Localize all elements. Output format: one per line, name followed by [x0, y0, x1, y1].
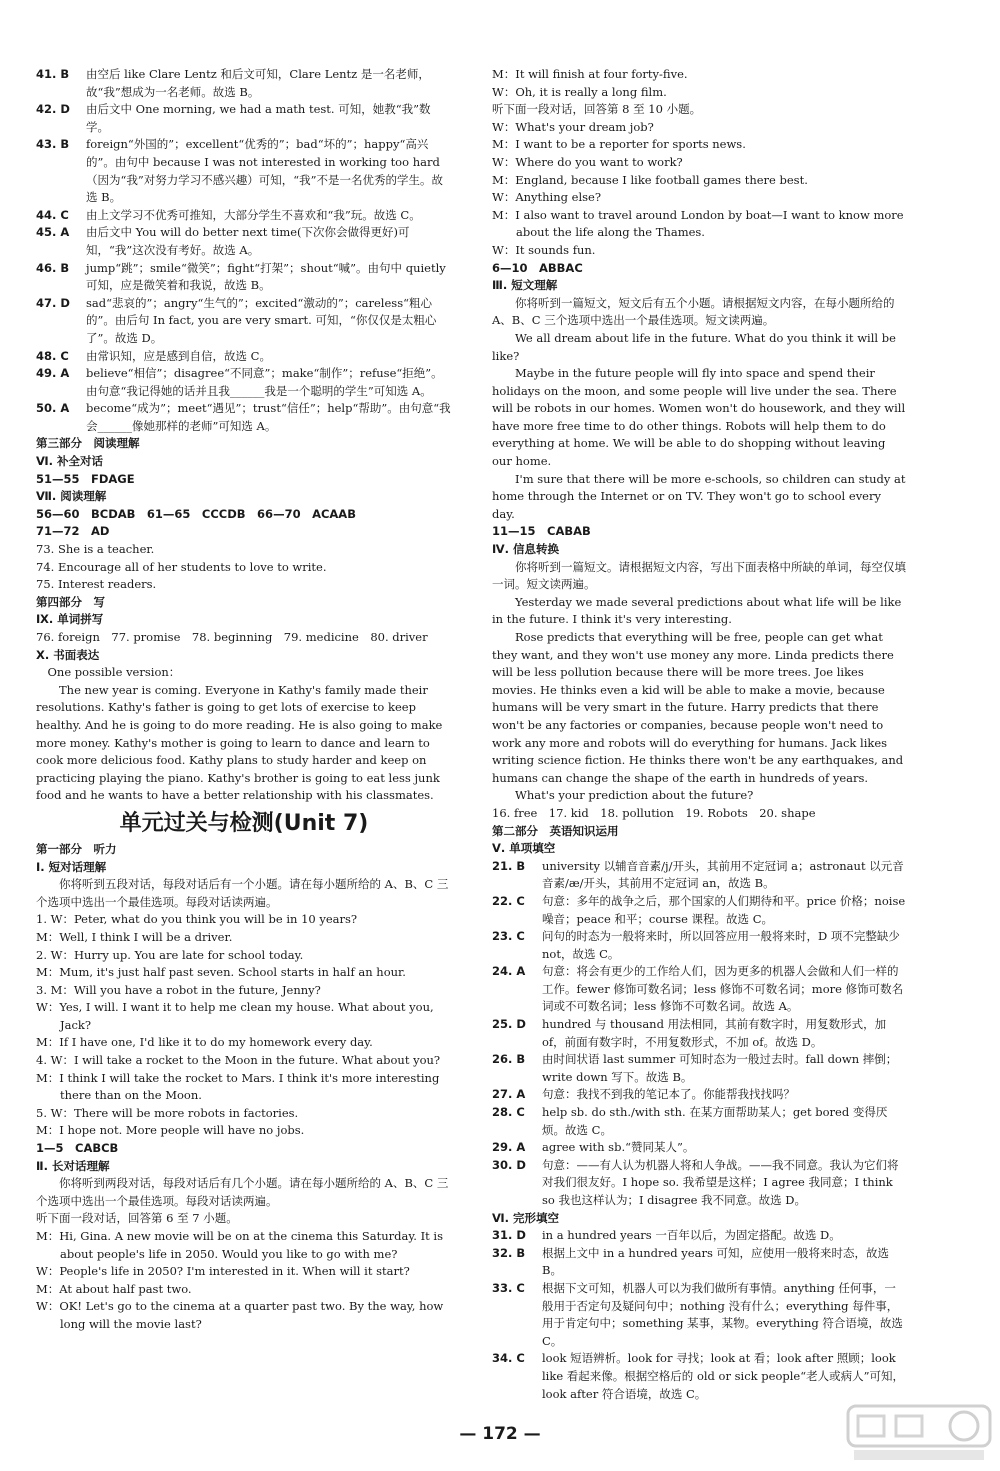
answer-number: 24. A	[492, 964, 526, 979]
answer-number: 49. A	[36, 366, 70, 381]
answer-explanation: become“成为”；meet“遇见”；trust“信任”；help“帮助”。由句意“我会______像她那样的老师”可知选 A。	[86, 401, 451, 433]
text-line: We all dream about life in the future. What do you think it will be like?	[492, 330, 896, 363]
text-line: M：I also want to travel around London by boat—I want to know more about the life along the Thames.	[492, 207, 904, 240]
answer-item	[36, 207, 452, 225]
key-76-80: 76. foreign 77. promise 78. beginning 79. medicine 80. driver	[36, 630, 428, 644]
answer-item	[492, 1086, 906, 1104]
answer-explanation: in a hundred years 一百年以后，为固定搭配。故选 D。	[542, 1228, 841, 1243]
text-line: 3. M：Will you have a robot in the future, Jenny?	[36, 982, 321, 997]
page-number: — 172 —	[459, 1424, 541, 1444]
answer-item	[36, 365, 452, 400]
section2-instructions: 你将听到两段对话，每段对话后有几个小题。请在每小题所给的 A、B、C 三个选项中选出一个最佳选项。每段对话读两遍。	[36, 1176, 449, 1208]
watermark-logo	[844, 1402, 994, 1464]
long-dialog-1-end	[492, 66, 906, 101]
answer-item	[492, 1051, 906, 1086]
right-column	[492, 66, 906, 1403]
answer-explanation: 由上文学习不优秀可推知，大部分学生不喜欢和“我”玩。故选 C。	[86, 207, 421, 222]
answer-number: 44. C	[36, 207, 69, 222]
key-56-70: 56—60 BCDAB 61—65 CCCDB 66—70 ACAAB	[36, 506, 356, 521]
answer-explanation: 由后文中 One morning, we had a math test. 可知，她教“我”数学。	[86, 102, 431, 134]
section6-heading: Ⅵ. 补全对话	[36, 454, 104, 469]
section1-instructions: 你将听到五段对话，每段对话后有一个小题。请在每小题所给的 A、B、C 三个选项中选出一个最佳选项。每段对话读两遍。	[36, 877, 449, 909]
text-line: M：I think I will take the rocket to Mars. I think it's more interesting there than on the Moon.	[36, 1070, 440, 1103]
text-line: Maybe in the future people will fly into space and spend their holidays on the moon, and some people will live under the sea. There will be robots in our homes. Women won't do housework, and they will have more free time to do other things. Robots will help them to do everything at home. We will be able to do shopping without leaving our home.	[492, 366, 906, 469]
answer-item	[36, 348, 452, 366]
text-line: M：If I have one, I'd like it to do my homework every day.	[36, 1035, 373, 1050]
text-line: M：Mum, it's just half past seven. School starts in half an hour.	[36, 965, 406, 980]
answer-number: 47. D	[36, 295, 70, 310]
key-11-15: 11—15 CABAB	[492, 524, 591, 539]
text-line: Rose predicts that everything will be free, people can get what they want, and they won't use money any more. Linda predicts there will be less pollution because there will be more trees. Joe likes movies. He thinks even a kid will be able to make a movie, because humans will be very smart in the future. Harry predicts that there won't be any factories or companies, because people won't need to work any more and robots will do everything for humans. Jack likes writing science fiction. He thinks there won't be any earthquakes, and humans can change the shape of the earth in hundreds of years.	[492, 630, 904, 785]
text-line: W：Where do you want to work?	[492, 154, 683, 169]
text-line: 4. W：I will take a rocket to the Moon in the future. What about you?	[36, 1053, 441, 1068]
answer-item	[36, 136, 452, 206]
answer-number: 32. B	[492, 1245, 526, 1260]
text-line: Yesterday we made several predictions about what life will be like in the future. I think it's very interesting.	[492, 594, 902, 627]
text-line: I'm sure that there will be more e-schools, so children can study at home through the Internet or on TV. They won't go to school every day.	[492, 471, 906, 521]
section7-heading: Ⅶ. 阅读理解	[36, 489, 107, 504]
answer-item	[36, 400, 452, 435]
answer-73: 73. She is a teacher.	[36, 542, 155, 557]
answer-75: 75. Interest readers.	[36, 577, 157, 592]
answer-explanation: 由空后 like Clare Lentz 和后文可知，Clare Lentz 是一名老师，故“我”想成为一名老师。故选 B。	[86, 67, 430, 99]
answer-number: 33. C	[492, 1280, 525, 1295]
answers-31-34	[492, 1227, 906, 1403]
answer-number: 43. B	[36, 137, 70, 152]
answer-number: 29. A	[492, 1140, 526, 1155]
answer-explanation: 根据下文可知，机器人可以为我们做所有事情。anything 任何事，一般用于否定句及疑问句中；nothing 没有什么；everything 每件事，用于肯定句中；something 某事，某物。everything 符合语境，故选 C。	[542, 1280, 903, 1348]
answer-item	[492, 1016, 906, 1051]
part2-heading: 第二部分 英语知识运用	[492, 823, 619, 838]
text-line: 1. W：Peter, what do you think you will be in 10 years?	[36, 912, 358, 927]
text-line: M：At about half past two.	[36, 1281, 192, 1296]
answer-number: 45. A	[36, 225, 70, 240]
answer-explanation: 由常识知，应是感到自信，故选 C。	[86, 348, 271, 363]
text-line: 2. W：Hurry up. You are late for school today.	[36, 947, 304, 962]
answer-item	[36, 101, 452, 136]
answer-item	[492, 963, 906, 1016]
answer-explanation: 由后文中 You will do better next time(下次你会做得更好)可知，“我”这次没有考好。故选 A。	[86, 225, 410, 257]
answer-74: 74. Encourage all of her students to love to write.	[36, 559, 327, 574]
answer-item	[492, 1227, 906, 1245]
short-dialogs	[36, 911, 452, 1140]
key-71-72: 71—72 AD	[36, 524, 110, 539]
section3-instructions: 你将听到一篇短文，短文后有五个小题。请根据短文内容，在每小题所给的 A、B、C 三个选项中选出一个最佳选项。短文读两遍。	[492, 295, 895, 328]
key-6-10: 6—10 ABBAC	[492, 260, 583, 275]
text-line: 5. W：There will be more robots in factories.	[36, 1105, 299, 1120]
answer-number: 34. C	[492, 1351, 525, 1366]
answer-explanation: 句意：——有人认为机器人将和人争战。——我不同意。我认为它们将对我们很友好。I hope so. 我希望是这样；I agree 我同意；I think so 我也这样认为；I disagree 我不同意。故选 D。	[542, 1157, 899, 1207]
text-line: W：People's life in 2050? I'm interested in it. When will it start?	[36, 1264, 410, 1279]
text-line: W：OK! Let's go to the cinema at a quarter past two. By the way, how long will the movie last?	[36, 1299, 444, 1331]
text-line: M：I hope not. More people will have no jobs.	[36, 1123, 305, 1138]
answer-explanation: hundred 与 thousand 用法相同，其前有数字时，用复数形式，加 of，前面有数字时，不用复数形式，不加 of。故选 D。	[542, 1017, 887, 1049]
part4-heading: 第四部分 写	[36, 594, 105, 609]
answer-item	[492, 1245, 906, 1280]
left-column	[36, 66, 452, 1334]
key-16-20: 16. free 17. kid 18. pollution 19. Robots 20. shape	[492, 805, 816, 820]
watermark-icon	[844, 1402, 994, 1464]
section4-heading: Ⅳ. 信息转换	[492, 542, 560, 557]
part3-heading: 第三部分 阅读理解	[36, 436, 140, 451]
passage-3	[492, 330, 906, 524]
answer-number: 46. B	[36, 260, 70, 275]
long-dialog-1	[36, 1228, 452, 1334]
key-51-55: 51—55 FDAGE	[36, 471, 135, 486]
part1-heading: 第一部分 听力	[36, 841, 117, 856]
answer-explanation: 根据上文中 in a hundred years 可知，应使用一般将来时态，故选 B。	[542, 1245, 890, 1278]
answer-item	[492, 928, 906, 963]
dialog1-heading: 听下面一段对话，回答第 6 至 7 小题。	[36, 1211, 238, 1226]
section9-heading: Ⅸ. 单词拼写	[36, 612, 104, 627]
answer-number: 31. D	[492, 1228, 526, 1243]
answer-number: 30. D	[492, 1157, 526, 1172]
answer-item	[492, 1139, 906, 1157]
long-dialog-2	[492, 119, 906, 260]
answer-explanation: agree with sb.“赞同某人”。	[542, 1140, 695, 1155]
section5-heading: Ⅴ. 单项填空	[492, 841, 556, 856]
text-line: M：Hi, Gina. A new movie will be on at the cinema this Saturday. It is about people's life in 2050. Would you like to go with me?	[36, 1229, 443, 1261]
answer-explanation: university 以辅音音素/j/开头，其前用不定冠词 a；astronaut 以元音音素/æ/开头，其前用不定冠词 an，故选 B。	[542, 858, 904, 891]
answer-explanation: 句意：多年的战争之后，那个国家的人们期待和平。price 价格；noise 噪音；peace 和平；course 课程。故选 C。	[542, 893, 906, 926]
answer-number: 48. C	[36, 348, 69, 363]
answer-item	[36, 260, 452, 295]
text-line: M：It will finish at four forty-five.	[492, 67, 688, 81]
answer-item	[492, 1280, 906, 1350]
section1-heading: Ⅰ. 短对话理解	[36, 859, 107, 874]
answer-number: 25. D	[492, 1017, 526, 1032]
answer-item	[36, 295, 452, 348]
text-line: W：What's your dream job?	[492, 119, 654, 134]
answers-41-50	[36, 66, 452, 435]
answer-explanation: look 短语辨析。look for 寻找；look at 看；look after 照顾；look like 看起来像。根据空格后的 old or sick people“老人或病人”可知，look after 符合语境，故选 C。	[542, 1351, 904, 1401]
answer-number: 28. C	[492, 1105, 525, 1120]
answer-item	[492, 858, 906, 893]
answer-explanation: foreign“外国的”；excellent“优秀的”；bad“坏的”；happy“高兴的”。由句中 because I was not interested in working too hard（因为“我”对努力学习不感兴趣）可知，“我”不是一名优秀的学生。故选 B。	[86, 137, 444, 205]
answers-21-30	[492, 858, 906, 1210]
text-line: W：Yes, I will. I want it to help me clean my house. What about you, Jack?	[36, 1000, 434, 1032]
key-1-5: 1—5 CABCB	[36, 1141, 119, 1156]
section4-instructions: 你将听到一篇短文。请根据短文内容，写出下面表格中所缺的单词，每空仅填一词。短文读两遍。	[492, 559, 906, 592]
text-line: M：I want to be a reporter for sports news.	[492, 137, 746, 152]
essay-text: The new year is coming. Everyone in Kathy's family made their resolutions. Kathy's father is going to get lots of exercise to keep healthy. And he is going to do more reading. He is also going to make more money. Kathy's mother is going to learn to dance and learn to cook more delicious food. Kathy plans to study harder and keep on practicing playing the piano. Kathy's brother is going to eat less junk food and he wants to have a better relationship with his classmates.	[36, 682, 443, 803]
text-line: W：Oh, it is really a long film.	[492, 84, 667, 99]
section10-heading: Ⅹ. 书面表达	[36, 647, 100, 662]
answer-explanation: 由时间状语 last summer 可知时态为一般过去时。fall down 摔倒；write down 写下。故选 B。	[542, 1052, 898, 1084]
answer-explanation: sad“悲哀的”；angry“生气的”；excited“激动的”；careless“粗心的”。由后句 In fact, you are very smart. 可知，“你仅仅是太粗心了”。故选 D。	[86, 295, 437, 345]
text-line: W：It sounds fun.	[492, 242, 596, 257]
section2-heading: Ⅱ. 长对话理解	[36, 1158, 110, 1173]
unit-title: 单元过关与检测(Unit 7)	[119, 810, 369, 836]
answer-number: 42. D	[36, 102, 70, 117]
answer-item	[36, 66, 452, 101]
answer-number: 23. C	[492, 929, 525, 944]
section3-heading: Ⅲ. 短文理解	[492, 278, 558, 293]
answer-number: 50. A	[36, 401, 70, 416]
answer-number: 41. B	[36, 67, 70, 81]
passage-4	[492, 594, 906, 805]
possible-version-label: One possible version：	[47, 665, 181, 680]
text-line: W：Anything else?	[492, 190, 602, 205]
dialog2-heading: 听下面一段对话，回答第 8 至 10 小题。	[492, 102, 702, 117]
answer-explanation: 句意：我找不到我的笔记本了。你能帮我找找吗？	[542, 1087, 795, 1102]
answer-number: 26. B	[492, 1052, 526, 1067]
text-line: M：Well, I think I will be a driver.	[36, 929, 233, 944]
answer-item	[492, 1104, 906, 1139]
section6b-heading: Ⅵ. 完形填空	[492, 1210, 560, 1225]
answer-number: 27. A	[492, 1087, 526, 1102]
answer-item	[492, 1157, 906, 1210]
text-line: What's your prediction about the future?	[515, 788, 754, 803]
answer-item	[492, 1350, 906, 1403]
answer-number: 22. C	[492, 893, 525, 908]
answer-item	[36, 224, 452, 259]
answer-number: 21. B	[492, 858, 526, 873]
answer-explanation: believe“相信”；disagree“不同意”；make“制作”；refuse“拒绝”。由句意“我记得她的话并且我______我是一个聪明的学生”可知选 A。	[86, 366, 443, 398]
answer-explanation: 问句的时态为一般将来时，所以回答应用一般将来时，D 项不完整缺少 not，故选 C。	[542, 929, 900, 961]
text-line: M：England, because I like football games there best.	[492, 172, 808, 187]
answer-explanation: jump“跳”；smile“微笑”；fight“打架”；shout“喊”。由句中 quietly 可知，应是微笑着和我说，故选 B。	[86, 260, 446, 293]
answer-item	[492, 893, 906, 928]
answer-explanation: 句意：将会有更少的工作给人们，因为更多的机器人会做和人们一样的工作。fewer 修饰可数名词；less 修饰不可数名词；more 修饰可数名词或不可数名词；less 修饰不可数名词。故选 A。	[542, 964, 904, 1014]
answer-explanation: help sb. do sth./with sth. 在某方面帮助某人；get bored 变得厌烦。故选 C。	[542, 1105, 888, 1137]
